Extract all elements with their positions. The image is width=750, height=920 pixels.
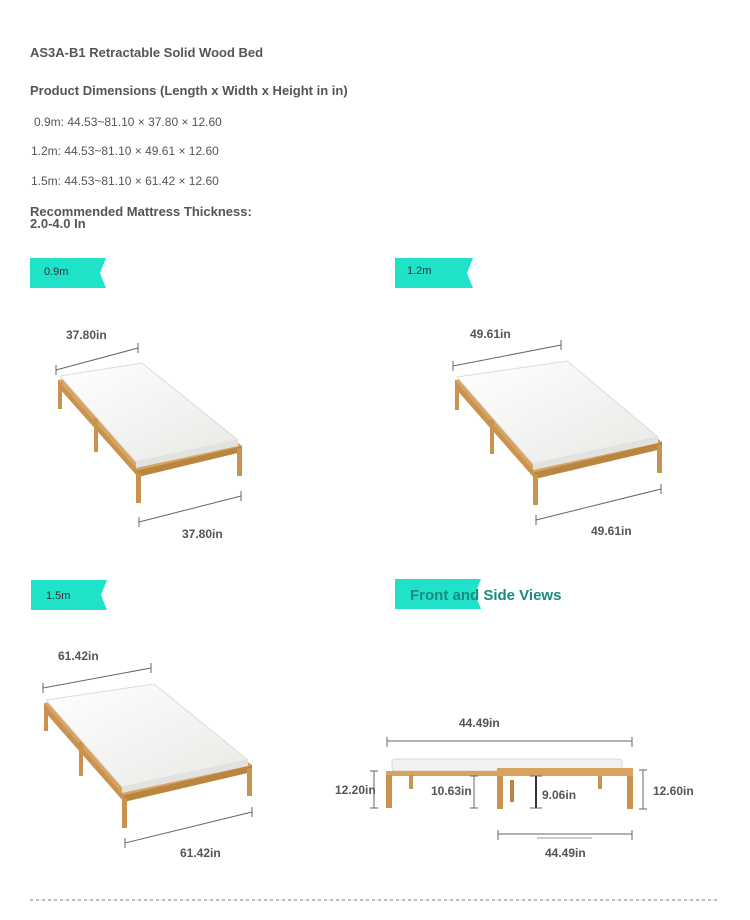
measure-view-inner-right: 9.06in <box>542 788 577 802</box>
measure-1.2m-bottom: 49.61in <box>591 524 632 538</box>
measure-1.5m-bottom: 61.42in <box>180 846 221 860</box>
mattress-thickness-label: Recommended Mattress Thickness: <box>30 204 252 219</box>
measure-view-length-top: 44.49in <box>459 716 500 730</box>
bed-1.5m-drawing <box>43 663 252 848</box>
bed-0.9m-drawing <box>56 343 242 527</box>
mattress-thickness-value: 2.0-4.0 In <box>30 216 86 231</box>
measure-view-length-bottom: 44.49in <box>545 846 586 860</box>
tag-label: 1.5m <box>46 590 71 602</box>
product-title: AS3A-B1 Retractable Solid Wood Bed <box>30 45 264 60</box>
views-title: Front and Side Views <box>410 587 562 604</box>
dimension-line-1.2m: 1.2m: 44.53~81.10 × 49.61 × 12.60 <box>31 144 219 158</box>
dimensions-heading: Product Dimensions (Length x Width x Height in in) <box>30 83 348 98</box>
bed-1.2m-drawing <box>453 340 662 525</box>
tag-label: 0.9m <box>44 266 69 278</box>
measure-0.9m-bottom: 37.80in <box>182 527 223 541</box>
measure-0.9m-top: 37.80in <box>66 328 107 342</box>
dimension-line-0.9m: 0.9m: 44.53~81.10 × 37.80 × 12.60 <box>34 115 222 129</box>
measure-view-height-right: 12.60in <box>653 784 694 798</box>
dimension-line-1.5m: 1.5m: 44.53~81.10 × 61.42 × 12.60 <box>31 174 219 188</box>
tag-label: 1.2m <box>407 265 432 277</box>
measure-view-inner-left: 10.63in <box>431 784 472 798</box>
measure-view-height-left: 12.20in <box>335 783 376 797</box>
front-side-views-drawing <box>370 737 647 840</box>
measure-1.5m-top: 61.42in <box>58 649 99 663</box>
measure-1.2m-top: 49.61in <box>470 327 511 341</box>
